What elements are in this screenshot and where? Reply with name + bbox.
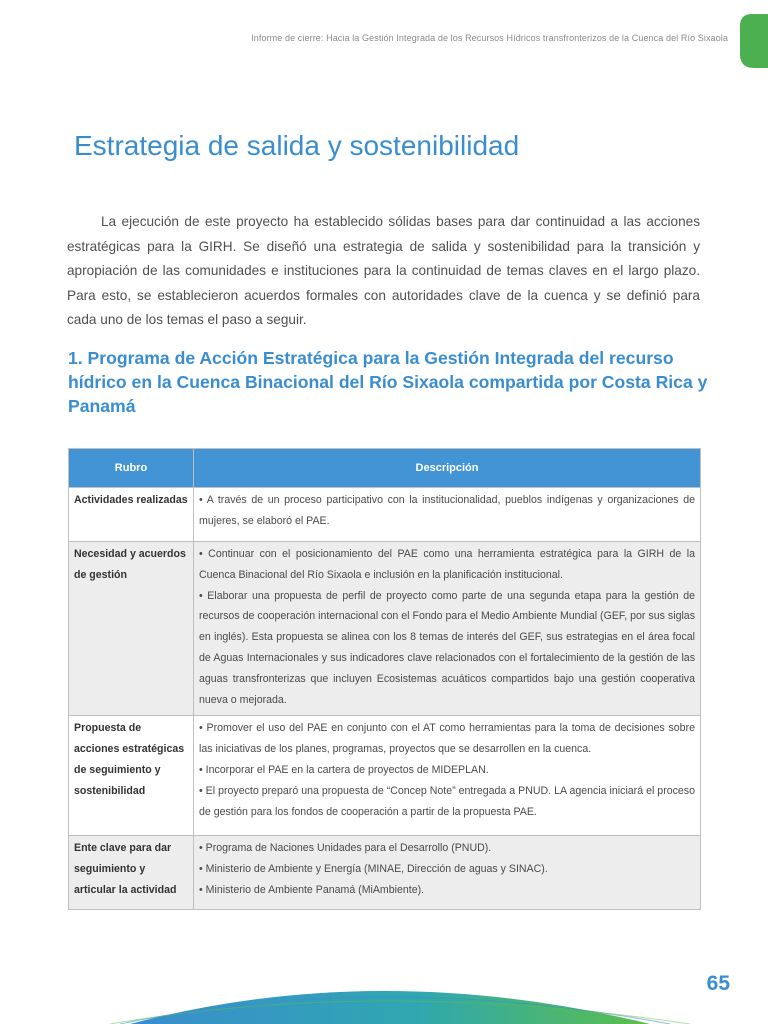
row-rubro: Propuesta de acciones estratégicas de seguimiento y sostenibilidad (69, 716, 194, 836)
strategy-table (68, 448, 701, 910)
description-item: • Ministerio de Ambiente Panamá (MiAmbiente). (199, 883, 425, 896)
green-page-tab (740, 14, 768, 68)
row-rubro: Actividades realizadas (69, 488, 194, 542)
description-item: • Ministerio de Ambiente y Energía (MINAE, Dirección de aguas y SINAC). (199, 863, 548, 876)
description-item: • Continuar con el posicionamiento del PAE como una herramienta estratégica para la GIRH de la Cuenca Binacional del Río Sixaola e inclusión en la planificación institucional. (199, 548, 695, 581)
footer-wave-decoration (0, 964, 768, 1024)
page-number: 65 (706, 972, 730, 995)
intro-text: La ejecución de este proyecto ha establecido sólidas bases para dar continuidad a las acciones estratégicas para la GIRH. Se diseñó una estrategia de salida y sostenibilidad para la transición y apropiación de las comunidades e instituciones para la continuidad de temas claves en el largo plazo. Para esto, se establecieron acuerdos formales con autoridades clave de la cuenca y se definió para cada uno de los temas el paso a seguir. (67, 214, 700, 327)
intro-paragraph (67, 210, 700, 333)
table-row (69, 836, 701, 910)
description-item: • Programa de Naciones Unidades para el Desarrollo (PNUD). (199, 842, 492, 855)
row-rubro: Necesidad y acuerdos de gestión (69, 542, 194, 716)
description-item: • A través de un proceso participativo con la institucionalidad, pueblos indígenas y organizaciones de mujeres, se elaboró el PAE. (199, 494, 695, 527)
column-header-descripcion: Descripción (194, 449, 701, 488)
table-header-row (69, 449, 701, 488)
section-heading: 1. Programa de Acción Estratégica para la Gestión Integrada del recurso hídrico en la Cuenca Binacional del Río Sixaola compartida por Costa Rica y Panamá (68, 348, 708, 416)
description-item: • Promover el uso del PAE en conjunto con el AT como herramientas para la toma de decisiones sobre las iniciativas de los planes, programas, proyectos que se desarrollen en la cuenca. (199, 722, 695, 756)
column-header-rubro: Rubro (69, 449, 194, 488)
row-description (194, 716, 701, 836)
table-row (69, 716, 701, 836)
description-item: • Elaborar una propuesta de perfil de proyecto como parte de una segunda etapa para la gestión de recursos de cooperación internacional con el Fondo para el Medio Ambiente Mundial (GEF, por sus siglas en inglés). Esta propuesta se alinea con los 8 temas de interés del GEF, sus estrategias en el área focal de Aguas Internacionales y sus indicadores clave relacionados con el fortalecimiento de la gestión de las aguas transfronterizas que incluyen Ecosistemas acuáticos compartidos bajo una gestión cooperativa nueva o mejorada. (199, 589, 695, 706)
table-row (69, 542, 701, 716)
running-header: Informe de cierre: Hacia la Gestión Integrada de los Recursos Hídricos transfronterizos de la Cuenca del Río Sixaola (251, 33, 728, 43)
description-item: • Incorporar el PAE en la cartera de proyectos de MIDEPLAN. (199, 763, 489, 776)
row-description (194, 542, 701, 716)
row-rubro: Ente clave para dar seguimiento y articular la actividad (69, 836, 194, 910)
description-item: • El proyecto preparó una propuesta de “Concep Note” entregada a PNUD. LA agencia iniciará el proceso de gestión para los fondos de cooperación a partir de la propuesta PAE. (199, 784, 695, 818)
page-title: Estrategia de salida y sostenibilidad (74, 130, 520, 161)
table-row (69, 488, 701, 542)
row-description (194, 836, 701, 910)
row-description (194, 488, 701, 542)
